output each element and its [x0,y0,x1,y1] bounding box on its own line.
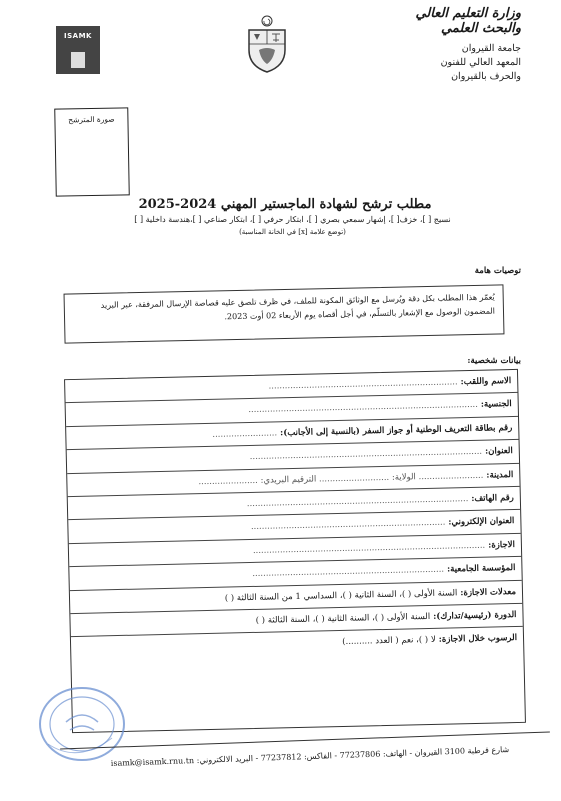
official-stamp-icon [36,684,128,764]
row-fill: ...................................................................... [268,377,458,392]
photo-placeholder [54,107,130,196]
row-label: الرسوب خلال الاجازة: [438,633,518,646]
institute-line2: والحرف بالقيروان [451,71,521,82]
row-label: المدينة: [486,469,514,481]
institute-line1: المعهد العالي للفنون [440,57,521,68]
footer-contact [100,745,520,769]
ministry-line1: وزارة التعليم العالي [415,6,521,21]
row-label: معدلات الاجازة: [460,586,517,598]
row-fill: ..................................................................................... [248,400,479,416]
row-fill: .................................................................................. [246,494,469,510]
recommendations-text: يُعمّر هذا المطلب بكل دقة ويُرسل مع الوثائق المكونة للملف، في ظرف تلصق عليه قصاصة الإرسال المرفقة، عبر البريد المضمون الوصول مع الإشعار بالتسلّم، في أجل أقصاه يوم الأربعاء 02 أوت 2023. [100,292,496,322]
row-fill: لا ( )، نعم ( العدد ..........) [342,635,436,648]
row-fill: ........................ الولاية: .......................... الترقيم البريدي: ...................... [198,470,484,487]
form-title: مطلب ترشح لشهادة الماجستير المهني 2024-2025 [138,197,432,212]
university-name: جامعة القيروان [461,43,521,54]
photo-label: صورة المترشح [68,114,115,125]
footer-address: شارع قرطبة 3100 القيروان - الهاتف: 77237806 - الفاكس: 77237812 - البريد الالكتروني: [196,745,510,765]
personal-data-heading: بيانات شخصية: [467,356,521,366]
row-label: الاجازة: [488,539,516,551]
ministry-line2: والبحث العلمي [441,21,521,36]
row-fill: ...................................................................................... [249,446,483,463]
row-label: رقم الهاتف: [471,492,514,504]
isamk-logo-icon [56,26,100,74]
row-fill: ...................................................................................... [252,540,486,556]
specialties-note: (توضع علامة [x] في الخانة المناسبة) [239,228,346,236]
tunisia-coat-of-arms-icon [243,14,291,74]
row-label: العنوان الإلكتروني: [448,516,515,528]
recommendations-box [64,284,505,343]
row-label: الجنسية: [480,399,512,411]
row-fill: السنة الأولى ( )، السنة الثانية ( )، السداسي 1 من السنة الثالثة ( ) [224,587,458,604]
row-label: رقم بطاقة التعريف الوطنية أو جواز السفر (بالنسبة إلى الأجانب): [280,422,513,439]
row-fill: السنة الأولى ( )، السنة الثانية ( )، السنة الثالثة ( ) [255,611,431,626]
recommendations-heading: توصيات هامة [474,266,521,276]
row-fill: ........................ [212,428,278,440]
specialties-options: نسيج [ ]، خزف[ ]، إشهار سمعي بصري [ ]، ابتكار حرفي [ ]، ابتكار صناعي [ ]،هندسة داخلية [ ] [134,215,451,224]
specialties-block [95,214,490,238]
row-fill: ....................................................................... [252,564,445,580]
logo-text: ISAMK [64,32,92,40]
logo-tower-shape [71,52,85,68]
row-label: المؤسسة الجامعية: [446,563,516,575]
row-label: الاسم واللقب: [460,376,512,388]
footer-email[interactable]: isamk@isamk.rnu.tn [110,756,195,768]
row-label: العنوان: [484,446,513,457]
institution-block [351,42,521,84]
row-fill: ........................................................................ [250,517,446,533]
ministry-header [351,6,521,84]
personal-data-form [64,369,526,733]
row-label: الدورة (رئيسية/تدارك): [433,609,517,622]
